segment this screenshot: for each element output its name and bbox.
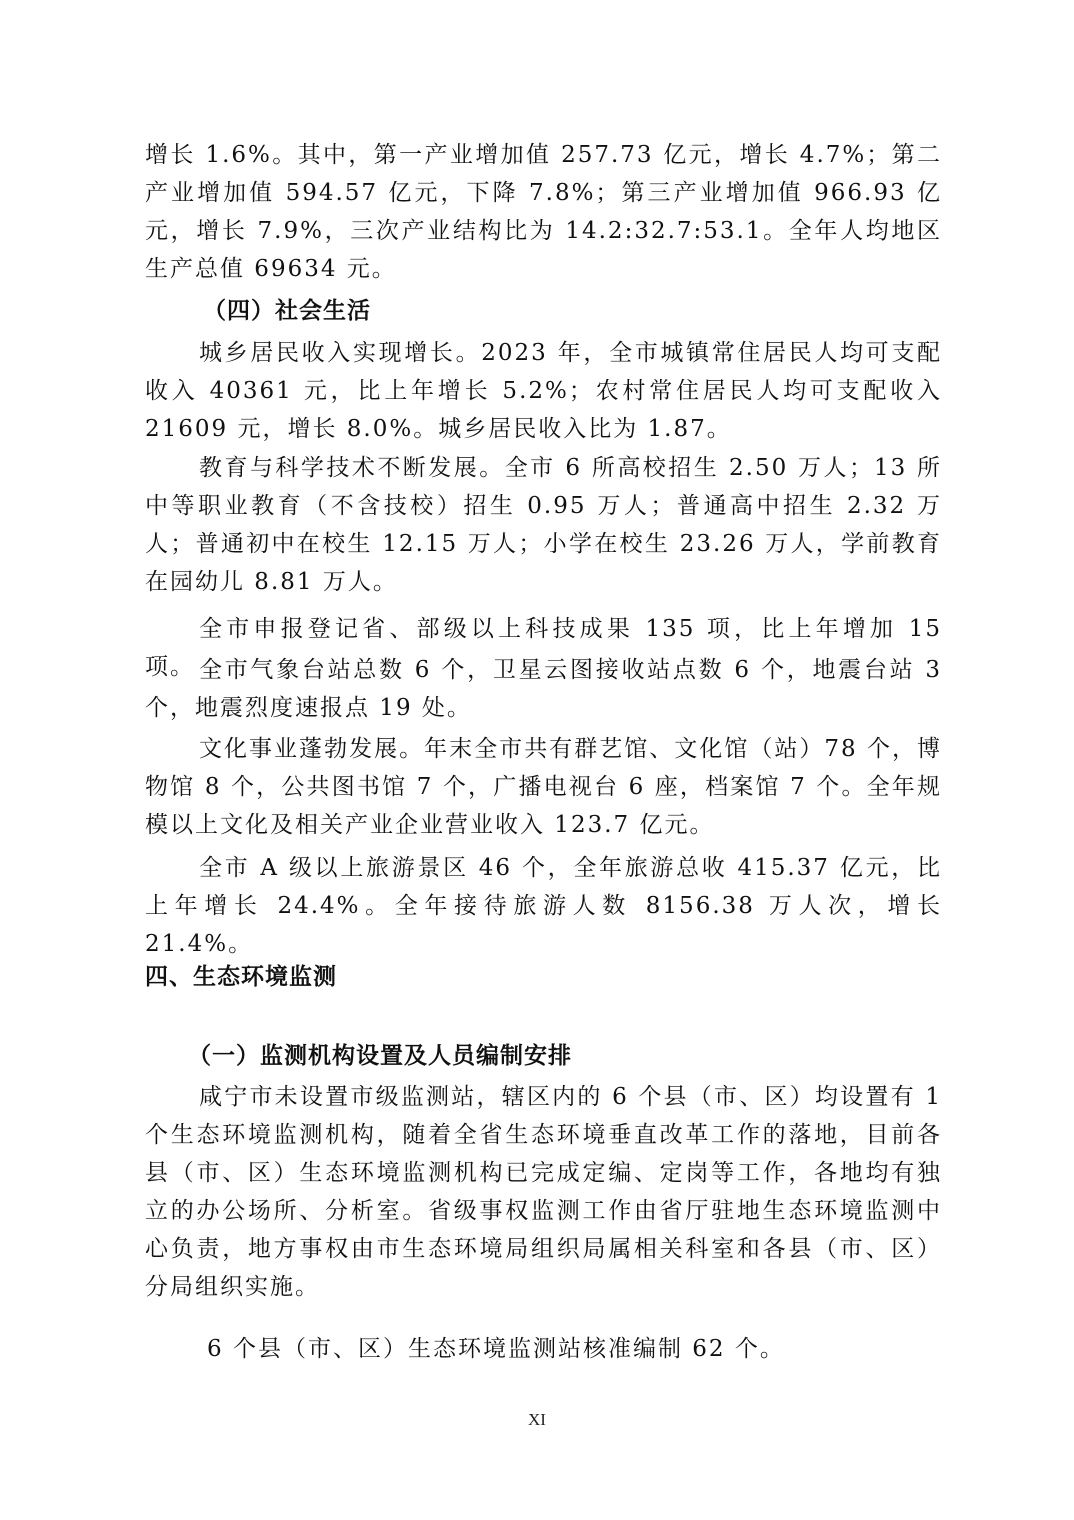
paragraph-education: 教育与科学技术不断发展。全市 6 所高校招生 2.50 万人；13 所中等职业教育（不含技校）招生 0.95 万人；普通高中招生 2.32 万人；普通初中在校生 12.15 万人；小学在校生 23.26 万人，学前教育在园幼儿 8.81 万人。: [145, 455, 942, 595]
paragraph-weather-stations: 全市气象台站总数 6 个，卫星云图接收站点数 6 个，地震台站 3 个，地震烈度速报点 19 处。: [145, 657, 942, 721]
paragraph-monitoring-agencies: 咸宁市未设置市级监测站，辖区内的 6 个县（市、区）均设置有 1 个生态环境监测机构，随着全省生态环境垂直改革工作的落地，目前各县（市、区）生态环境监测机构已完成定编、定岗等工作，各地均有独立的办公场所、分析室。省级事权监测工作由省厅驻地生态环境监测中心负责，地方事权由市生态环境局组织局属相关科室和各县（市、区）分局组织实施。: [145, 1084, 942, 1300]
paragraph-resident-income: 城乡居民收入实现增长。2023 年，全市城镇常住居民人均可支配收入 40361 元，比上年增长 5.2%；农村常住居民人均可支配收入 21609 元，增长 8.0%。城乡居民收入比为 1.87。: [145, 340, 942, 442]
paragraph-gdp-growth: 增长 1.6%。其中，第一产业增加值 257.73 亿元，增长 4.7%；第二产业增加值 594.57 亿元，下降 7.8%；第三产业增加值 966.93 亿元，增长 7.9%，三次产业结构比为 14.2:32.7:53.1。全年人均地区生产总值 69634 元。: [145, 142, 942, 282]
paragraph-tourism: 全市 A 级以上旅游景区 46 个，全年旅游总收 415.37 亿元，比上年增长 24.4%。全年接待旅游人数 8156.38 万人次，增长 21.4%。: [145, 855, 942, 957]
paragraph-tech-achievements: 全市申报登记省、部级以上科技成果 135 项，比上年增加 15 项。: [145, 616, 942, 680]
subsection-heading-social-life: （四）社会生活: [203, 298, 371, 324]
section-heading-eco-monitoring: 四、生态环境监测: [145, 964, 337, 990]
paragraph-culture: 文化事业蓬勃发展。年末全市共有群艺馆、文化馆（站）78 个，博物馆 8 个，公共图书馆 7 个，广播电视台 6 座，档案馆 7 个。全年规模以上文化及相关产业企业营业收入 123.7 亿元。: [145, 736, 942, 838]
page-number: XI: [528, 1410, 546, 1429]
subsection-heading-monitoring-agencies: （一）监测机构设置及人员编制安排: [188, 1043, 572, 1069]
paragraph-staff-quota: 6 个县（市、区）生态环境监测站核准编制 62 个。: [207, 1336, 785, 1362]
